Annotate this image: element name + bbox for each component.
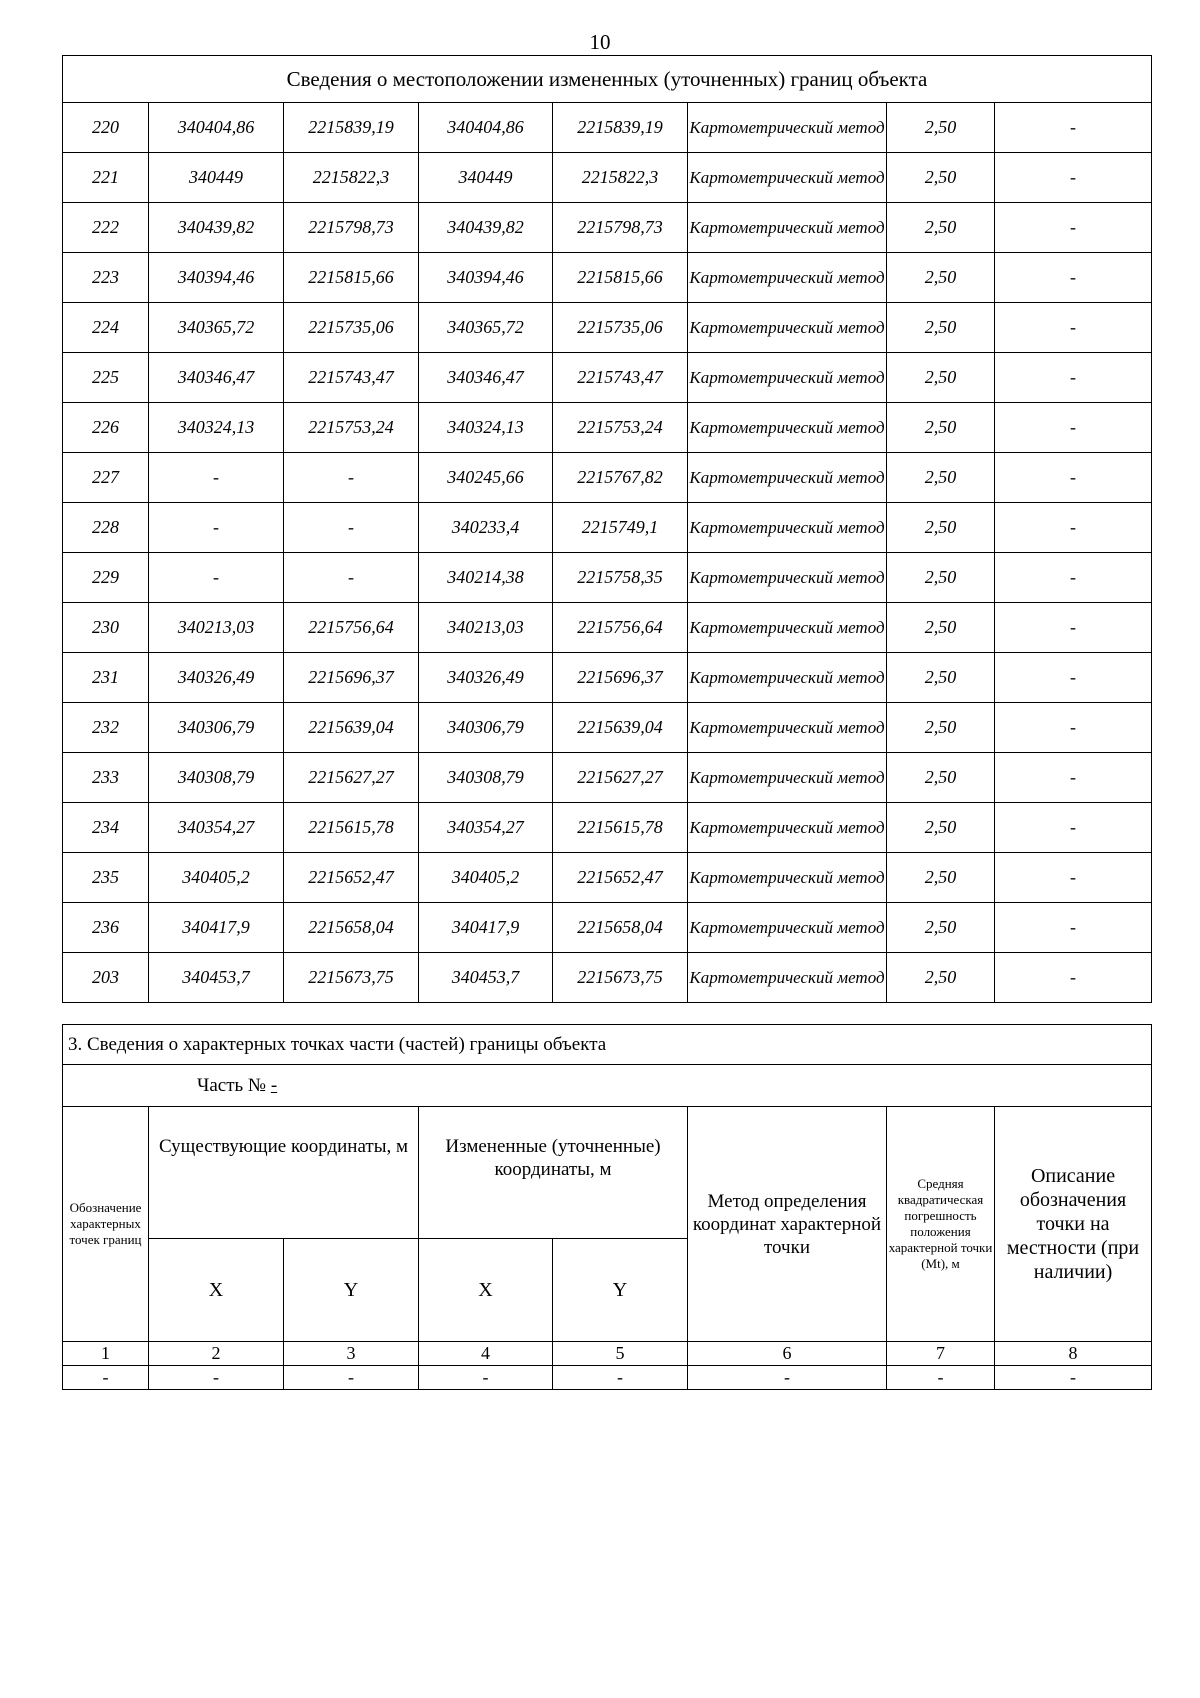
error-cell: 2,50 (887, 453, 995, 503)
existing-y-cell: 2215652,47 (284, 853, 419, 903)
table-cell: - (887, 1366, 995, 1390)
changed-y-cell: 2215696,37 (553, 653, 688, 703)
description-cell: - (995, 653, 1152, 703)
changed-x-cell: 340417,9 (419, 903, 553, 953)
error-cell: 2,50 (887, 853, 995, 903)
method-cell: Картометрический метод (688, 803, 887, 853)
table-row (63, 453, 1152, 503)
error-cell: 2,50 (887, 553, 995, 603)
table-row (63, 203, 1152, 253)
table-row (63, 253, 1152, 303)
existing-y-cell: - (284, 503, 419, 553)
point-number-cell: 229 (63, 553, 149, 603)
table-row (63, 953, 1152, 1003)
description-cell: - (995, 253, 1152, 303)
changed-x-cell: 340404,86 (419, 103, 553, 153)
changed-y-cell: 2215839,19 (553, 103, 688, 153)
existing-x-cell: 340453,7 (149, 953, 284, 1003)
column-number: 6 (688, 1342, 887, 1366)
existing-y-cell: 2215627,27 (284, 753, 419, 803)
part-number: - (270, 1074, 278, 1096)
changed-y-cell: 2215652,47 (553, 853, 688, 903)
existing-y-cell: 2215696,37 (284, 653, 419, 703)
header-description: Описание обозначения точки на местности (при наличии) (995, 1107, 1152, 1342)
point-number-cell: 203 (63, 953, 149, 1003)
error-cell: 2,50 (887, 153, 995, 203)
changed-x-cell: 340245,66 (419, 453, 553, 503)
error-cell: 2,50 (887, 953, 995, 1003)
existing-x-cell: 340405,2 (149, 853, 284, 903)
changed-x-cell: 340354,27 (419, 803, 553, 853)
changed-x-cell: 340394,46 (419, 253, 553, 303)
method-cell: Картометрический метод (688, 603, 887, 653)
changed-y-cell: 2215735,06 (553, 303, 688, 353)
description-cell: - (995, 203, 1152, 253)
table-row (63, 503, 1152, 553)
section3-table (62, 1024, 1152, 1390)
column-numbers-row (63, 1342, 1152, 1366)
point-number-cell: 221 (63, 153, 149, 203)
error-cell: 2,50 (887, 503, 995, 553)
point-number-cell: 224 (63, 303, 149, 353)
existing-y-cell: 2215753,24 (284, 403, 419, 453)
description-cell: - (995, 903, 1152, 953)
changed-x-cell: 340306,79 (419, 703, 553, 753)
point-number-cell: 223 (63, 253, 149, 303)
changed-y-cell: 2215627,27 (553, 753, 688, 803)
existing-x-cell: 340213,03 (149, 603, 284, 653)
changed-x-cell: 340326,49 (419, 653, 553, 703)
part-label: Часть № (197, 1074, 267, 1096)
existing-x-cell: 340354,27 (149, 803, 284, 853)
existing-y-cell: 2215756,64 (284, 603, 419, 653)
table-row (63, 603, 1152, 653)
table-row (63, 903, 1152, 953)
table-row (63, 353, 1152, 403)
method-cell: Картометрический метод (688, 153, 887, 203)
existing-x-cell: 340326,49 (149, 653, 284, 703)
existing-x-cell: 340439,82 (149, 203, 284, 253)
existing-y-cell: - (284, 553, 419, 603)
description-cell: - (995, 753, 1152, 803)
existing-x-cell: - (149, 453, 284, 503)
table-row (63, 303, 1152, 353)
changed-y-cell: 2215767,82 (553, 453, 688, 503)
existing-y-cell: 2215798,73 (284, 203, 419, 253)
existing-y-cell: 2215658,04 (284, 903, 419, 953)
header-point: Обозначение характерных точек границ (63, 1107, 149, 1342)
changed-y-cell: 2215815,66 (553, 253, 688, 303)
method-cell: Картометрический метод (688, 203, 887, 253)
error-cell: 2,50 (887, 903, 995, 953)
description-cell: - (995, 153, 1152, 203)
existing-y-cell: 2215673,75 (284, 953, 419, 1003)
table-row (63, 703, 1152, 753)
coordinates-table (62, 55, 1152, 1003)
existing-x-cell: - (149, 503, 284, 553)
method-cell: Картометрический метод (688, 703, 887, 753)
method-cell: Картометрический метод (688, 353, 887, 403)
changed-x-cell: 340449 (419, 153, 553, 203)
point-number-cell: 227 (63, 453, 149, 503)
error-cell: 2,50 (887, 603, 995, 653)
changed-y-cell: 2215639,04 (553, 703, 688, 753)
description-cell: - (995, 703, 1152, 753)
column-number: 3 (284, 1342, 419, 1366)
table-row (63, 553, 1152, 603)
point-number-cell: 236 (63, 903, 149, 953)
existing-y-cell: 2215822,3 (284, 153, 419, 203)
point-number-cell: 234 (63, 803, 149, 853)
page-number: 10 (589, 30, 611, 54)
description-cell: - (995, 603, 1152, 653)
existing-y-cell: - (284, 453, 419, 503)
changed-y-cell: 2215743,47 (553, 353, 688, 403)
changed-y-cell: 2215822,3 (553, 153, 688, 203)
description-cell: - (995, 853, 1152, 903)
error-cell: 2,50 (887, 753, 995, 803)
table-row (63, 853, 1152, 903)
error-cell: 2,50 (887, 103, 995, 153)
changed-y-cell: 2215758,35 (553, 553, 688, 603)
description-cell: - (995, 453, 1152, 503)
method-cell: Картометрический метод (688, 553, 887, 603)
changed-x-cell: 340365,72 (419, 303, 553, 353)
changed-y-cell: 2215753,24 (553, 403, 688, 453)
description-cell: - (995, 303, 1152, 353)
description-cell: - (995, 353, 1152, 403)
point-number-cell: 235 (63, 853, 149, 903)
column-number: 5 (553, 1342, 688, 1366)
existing-y-cell: 2215839,19 (284, 103, 419, 153)
method-cell: Картометрический метод (688, 653, 887, 703)
existing-x-cell: 340346,47 (149, 353, 284, 403)
point-number-cell: 233 (63, 753, 149, 803)
changed-x-cell: 340308,79 (419, 753, 553, 803)
part-label-cell (63, 1065, 1152, 1107)
error-cell: 2,50 (887, 353, 995, 403)
point-number-cell: 222 (63, 203, 149, 253)
column-number: 4 (419, 1342, 553, 1366)
changed-x-cell: 340453,7 (419, 953, 553, 1003)
description-cell: - (995, 553, 1152, 603)
point-number-cell: 220 (63, 103, 149, 153)
table-cell: - (995, 1366, 1152, 1390)
changed-y-cell: 2215615,78 (553, 803, 688, 853)
column-number: 8 (995, 1342, 1152, 1366)
table-row (63, 753, 1152, 803)
point-number-cell: 232 (63, 703, 149, 753)
description-cell: - (995, 953, 1152, 1003)
method-cell: Картометрический метод (688, 903, 887, 953)
existing-x-cell: 340324,13 (149, 403, 284, 453)
table-row (63, 103, 1152, 153)
method-cell: Картометрический метод (688, 453, 887, 503)
point-number-cell: 228 (63, 503, 149, 553)
table-cell: - (553, 1366, 688, 1390)
changed-x-cell: 340214,38 (419, 553, 553, 603)
table-cell: - (149, 1366, 284, 1390)
description-cell: - (995, 503, 1152, 553)
method-cell: Картометрический метод (688, 253, 887, 303)
existing-y-cell: 2215615,78 (284, 803, 419, 853)
point-number-cell: 230 (63, 603, 149, 653)
table-row (63, 653, 1152, 703)
existing-y-cell: 2215743,47 (284, 353, 419, 403)
changed-y-cell: 2215798,73 (553, 203, 688, 253)
header-changed: Измененные (уточненные) координаты, м (419, 1107, 688, 1239)
existing-y-cell: 2215639,04 (284, 703, 419, 753)
existing-y-cell: 2215815,66 (284, 253, 419, 303)
column-number: 2 (149, 1342, 284, 1366)
error-cell: 2,50 (887, 803, 995, 853)
column-number: 1 (63, 1342, 149, 1366)
table-row (63, 403, 1152, 453)
existing-x-cell: 340308,79 (149, 753, 284, 803)
existing-x-cell: 340417,9 (149, 903, 284, 953)
description-cell: - (995, 103, 1152, 153)
existing-y-cell: 2215735,06 (284, 303, 419, 353)
method-cell: Картометрический метод (688, 303, 887, 353)
changed-x-cell: 340213,03 (419, 603, 553, 653)
section3-title: 3. Сведения о характерных точках части (частей) границы объекта (63, 1025, 1152, 1065)
header-method: Метод определения координат характерной точки (688, 1107, 887, 1342)
table-cell: - (419, 1366, 553, 1390)
header-existing-y: Y (284, 1239, 419, 1342)
method-cell: Картометрический метод (688, 503, 887, 553)
existing-x-cell: 340394,46 (149, 253, 284, 303)
changed-x-cell: 340405,2 (419, 853, 553, 903)
point-number-cell: 226 (63, 403, 149, 453)
existing-x-cell: 340306,79 (149, 703, 284, 753)
description-cell: - (995, 403, 1152, 453)
error-cell: 2,50 (887, 403, 995, 453)
point-number-cell: 225 (63, 353, 149, 403)
existing-x-cell: 340365,72 (149, 303, 284, 353)
point-number-cell: 231 (63, 653, 149, 703)
header-changed-y: Y (553, 1239, 688, 1342)
column-number: 7 (887, 1342, 995, 1366)
changed-x-cell: 340324,13 (419, 403, 553, 453)
error-cell: 2,50 (887, 203, 995, 253)
error-cell: 2,50 (887, 253, 995, 303)
error-cell: 2,50 (887, 653, 995, 703)
table-row (63, 153, 1152, 203)
error-cell: 2,50 (887, 303, 995, 353)
changed-x-cell: 340346,47 (419, 353, 553, 403)
existing-x-cell: 340404,86 (149, 103, 284, 153)
section-title: Сведения о местоположении измененных (уточненных) границ объекта (63, 56, 1152, 103)
method-cell: Картометрический метод (688, 953, 887, 1003)
method-cell: Картометрический метод (688, 853, 887, 903)
method-cell: Картометрический метод (688, 103, 887, 153)
error-cell: 2,50 (887, 703, 995, 753)
header-existing-x: X (149, 1239, 284, 1342)
changed-y-cell: 2215749,1 (553, 503, 688, 553)
changed-y-cell: 2215658,04 (553, 903, 688, 953)
header-changed-x: X (419, 1239, 553, 1342)
changed-y-cell: 2215673,75 (553, 953, 688, 1003)
existing-x-cell: 340449 (149, 153, 284, 203)
description-cell: - (995, 803, 1152, 853)
table-cell: - (63, 1366, 149, 1390)
table-cell: - (284, 1366, 419, 1390)
table-row (63, 803, 1152, 853)
header-error: Средняя квадратическая погрешность положения характерной точки (Mt), м (887, 1107, 995, 1342)
header-existing: Существующие координаты, м (149, 1107, 419, 1239)
changed-x-cell: 340439,82 (419, 203, 553, 253)
method-cell: Картометрический метод (688, 753, 887, 803)
table-cell: - (688, 1366, 887, 1390)
changed-y-cell: 2215756,64 (553, 603, 688, 653)
method-cell: Картометрический метод (688, 403, 887, 453)
existing-x-cell: - (149, 553, 284, 603)
empty-data-row (63, 1366, 1152, 1390)
changed-x-cell: 340233,4 (419, 503, 553, 553)
